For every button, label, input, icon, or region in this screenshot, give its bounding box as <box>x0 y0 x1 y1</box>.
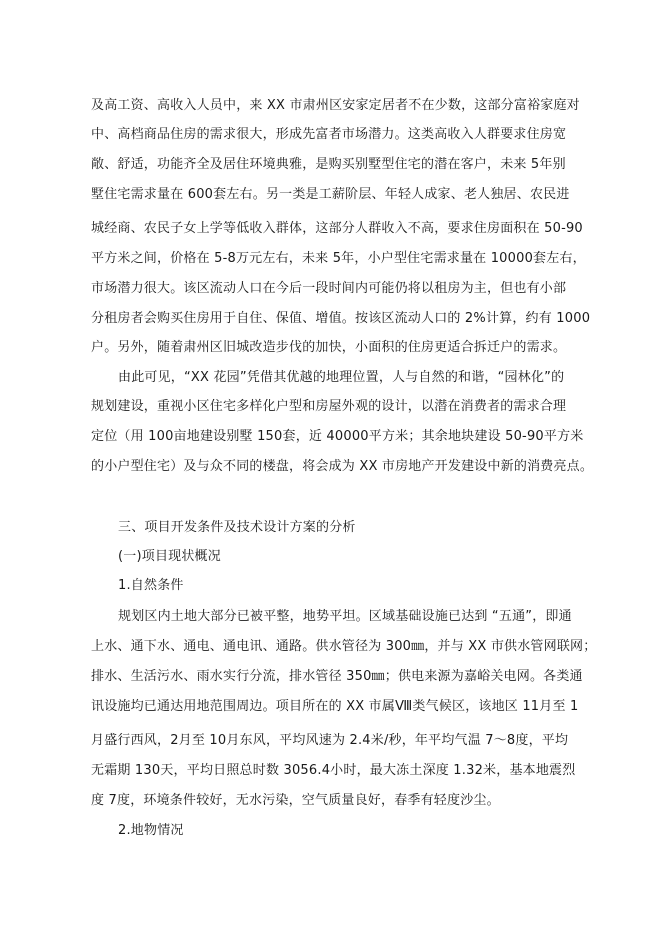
paragraph-line: 上水、通下水、通电、通电讯、通路。供水管径为 300㎜，并与 XX 市供水管网联网； <box>91 639 597 654</box>
paragraph-line: 墅住宅需求量在 600套左右。另一类是工薪阶层、年轻人成家、老人独居、农民进 <box>91 187 570 202</box>
paragraph-line: 规划建设，重视小区住宅多样化户型和房屋外观的设计，以潜在消费者的需求合理 <box>91 399 567 414</box>
paragraph-line: 分租房者会购买住房用于自住、保值、增值。按该区流动人口的 2%计算，约有 1000 <box>91 311 591 326</box>
section-heading: 三、项目开发条件及技术设计方案的分析 <box>118 520 356 535</box>
paragraph-line: 排水、生活污水、雨水实行分流，排水管径 350㎜；供电来源为嘉峪关电网。各类通 <box>91 669 583 684</box>
paragraph-line: 度 7度，环境条件较好，无水污染，空气质量良好，春季有轻度沙尘。 <box>91 793 500 808</box>
paragraph-line: 的小户型住宅）及与众不同的楼盘，将会成为 XX 市房地产开发建设中新的消费亮点。 <box>91 459 594 474</box>
paragraph-line: 无霜期 130天，平均日照总时数 3056.4小时，最大冻土深度 1.32米，基本地震烈 <box>91 763 576 778</box>
subsection-heading: (一)项目现状概况 <box>118 549 221 564</box>
paragraph-line: 市场潜力很大。该区流动人口在今后一段时间内可能仍将以租房为主，但也有小部 <box>91 281 567 296</box>
paragraph-line: 中、高档商品住房的需求很大，形成先富者市场潜力。这类高收入人群要求住房宽 <box>91 127 567 142</box>
paragraph-line: 月盛行西风，2月至 10月东风，平均风速为 2.4米/秒，年平均气温 7～8度，平均 <box>91 733 569 748</box>
paragraph-line: 由此可见，“XX 花园”凭借其优越的地理位置，人与自然的和谐，“园林化”的 <box>118 370 565 385</box>
paragraph-line: 敞、舒适，功能齐全及居住环境典雅，是购买别墅型住宅的潜在客户，未来 5年别 <box>91 157 566 172</box>
paragraph-line: 及高工资、高收入人员中，来 XX 市肃州区安家定居者不在少数，这部分富裕家庭对 <box>91 98 580 113</box>
paragraph-line: 平方米之间，价格在 5-8万元左右，未来 5年，小户型住宅需求量在 10000套左右， <box>91 251 586 266</box>
paragraph-line: 城经商、农民子女上学等低收入群体，这部分人群收入不高，要求住房面积在 50-90 <box>91 221 583 236</box>
paragraph-line: 定位（用 100亩地建设别墅 150套，近 40000平方米；其余地块建设 50-90平方米 <box>91 429 584 444</box>
paragraph-line: 规划区内土地大部分已被平整，地势平坦。区域基础设施已达到 “五通”，即通 <box>118 609 572 624</box>
subsection-heading: 2.地物情况 <box>118 823 184 838</box>
subsection-heading: 1.自然条件 <box>118 578 184 593</box>
paragraph-line: 户。另外，随着肃州区旧城改造步伐的加快，小面积的住房更适合拆迁户的需求。 <box>91 340 567 355</box>
paragraph-line: 讯设施均已通达用地范围周边。项目所在的 XX 市属Ⅷ类气候区，该地区 11月至 1 <box>91 699 579 714</box>
